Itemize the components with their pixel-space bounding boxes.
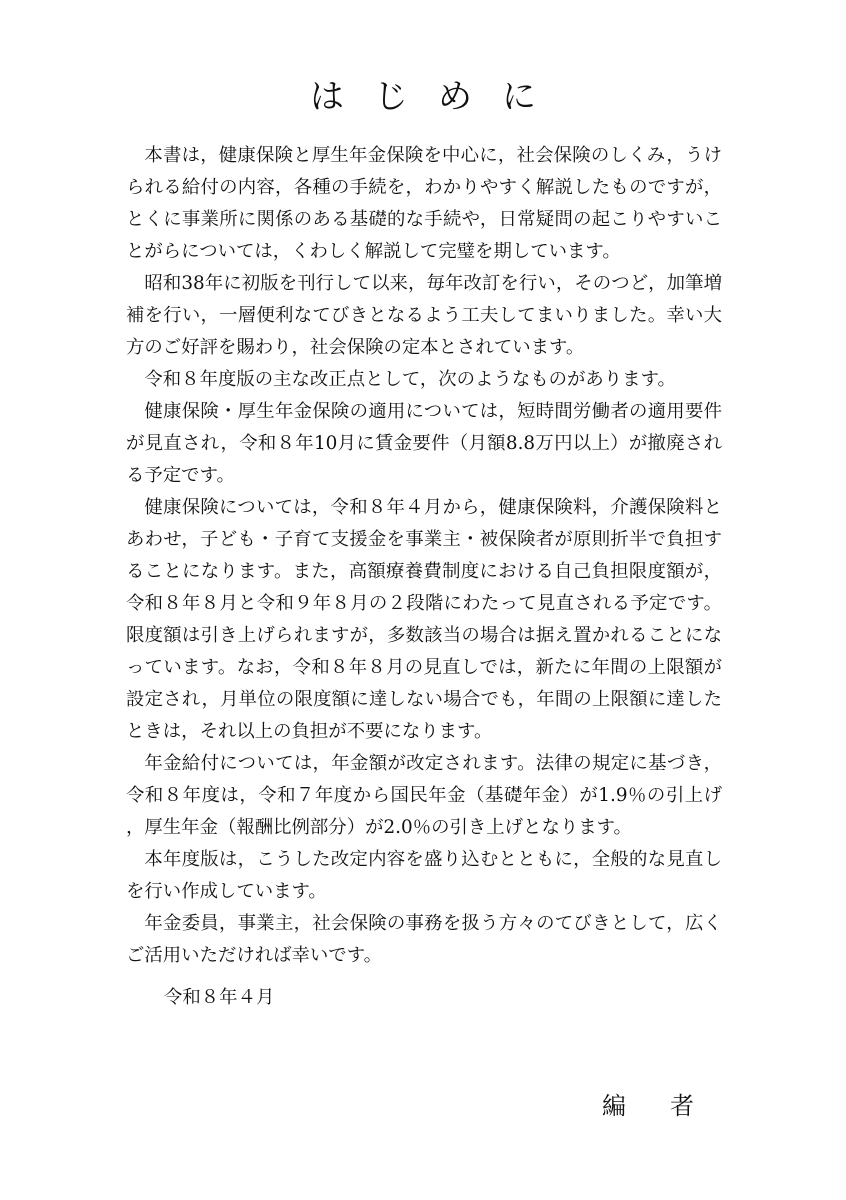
paragraph-7: 本年度版は，こうした改定内容を盛り込むとともに，全般的な見直しを行い作成しています。 [126,849,722,902]
paragraph-6: 年金給付については，年金額が改定されます。法律の規定に基づき，令和８年度は，令和７年度から国民年金（基礎年金）が1.9％の引上げ，厚生年金（報酬比例部分）が2.0％の引き上げとなります。 [126,753,722,838]
paragraph-4: 健康保険・厚生年金保険の適用については，短時間労働者の適用要件が見直され，令和８年10月に賃金要件（月額8.8万円以上）が撤廃される予定です。 [126,401,722,486]
paragraph-1: 本書は，健康保険と厚生年金保険を中心に，社会保険のしくみ，うけられる給付の内容，各種の手続を，わかりやすく解説したものですが，とくに事業所に関係のある基礎的な手続や，日常疑問の起こりやすいことがらについては，くわしく解説して完璧を期しています。 [126,145,722,262]
editor-signature: 編者 [602,1092,738,1120]
paragraph-2: 昭和38年に初版を刊行して以来，毎年改訂を行い，そのつど，加筆増補を行い，一層便利なてびきとなるよう工夫してまいりました。幸い大方のご好評を賜わり，社会保険の定本とされています。 [126,273,722,358]
page-title: はじめに [310,77,566,117]
paragraph-3: 令和８年度版の主な改正点として，次のようなものがあります。 [144,369,676,390]
paragraph-5: 健康保険については，令和８年４月から，健康保険料，介護保険料とあわせ，子ども・子育て支援金を事業主・被保険者が原則折半で負担することになります。また，高額療養費制度における自己負担限度額が，令和８年８月と令和９年８月の２段階にわたって見直される予定です。限度額は引き上げられますが，多数該当の場合は据え置かれることになっています。なお，令和８年８月の見直しでは，新たに年間の上限額が設定され，月単位の限度額に達しない場合でも，年間の上限額に達したときは，それ以上の負担が不要になります。 [126,497,722,742]
publication-date: 令和８年４月 [164,987,275,1008]
paragraph-8: 年金委員，事業主，社会保険の事務を扱う方々のてびきとして，広くご活用いただければ幸いです。 [126,913,722,966]
preface-body [126,140,722,972]
